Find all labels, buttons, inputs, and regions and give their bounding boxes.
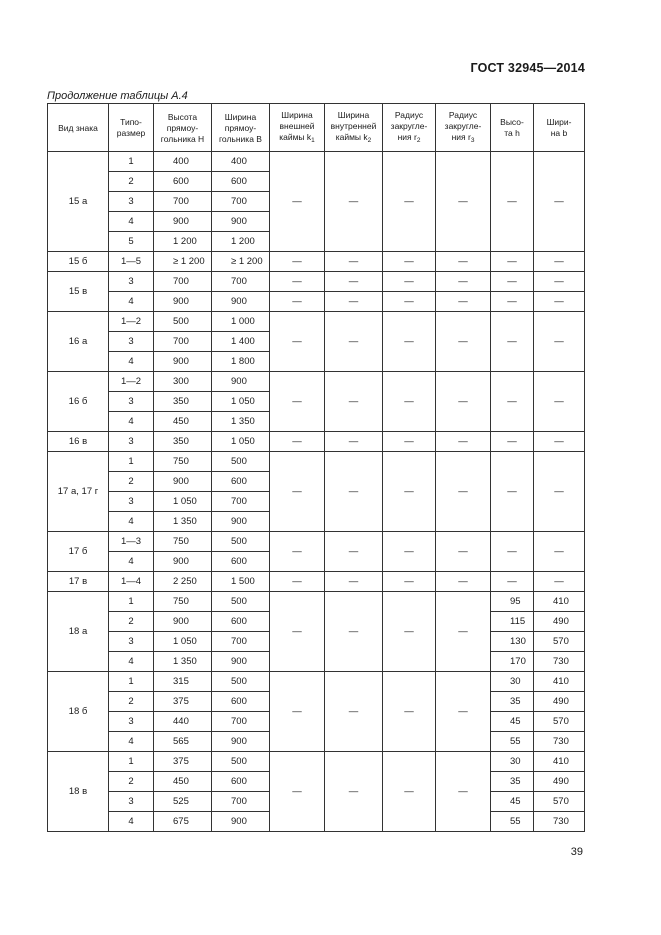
- width-cell: 500: [212, 672, 270, 692]
- sign-type-cell: 15 б: [48, 252, 109, 272]
- table-row: [48, 752, 585, 772]
- data-table: [47, 103, 585, 832]
- dash-cell: —: [383, 272, 436, 292]
- dash-cell: —: [270, 152, 325, 252]
- dash-cell: —: [436, 532, 491, 572]
- size-cell: 3: [109, 792, 154, 812]
- height-cell: ≥ 1 200: [154, 252, 212, 272]
- table-row: [48, 372, 585, 392]
- width-cell: 1 800: [212, 352, 270, 372]
- col-header-size: Типо- размер: [109, 104, 154, 152]
- size-cell: 2: [109, 612, 154, 632]
- table-caption: Продолжение таблицы А.4: [47, 90, 188, 102]
- dash-cell: —: [270, 672, 325, 752]
- b-cell: 570: [534, 792, 585, 812]
- width-cell: 700: [212, 632, 270, 652]
- dash-cell: —: [270, 252, 325, 272]
- table-row: [48, 152, 585, 172]
- dash-cell: —: [436, 312, 491, 372]
- dash-cell: —: [534, 432, 585, 452]
- size-cell: 4: [109, 732, 154, 752]
- b-cell: 410: [534, 672, 585, 692]
- h-cell: 95: [491, 592, 534, 612]
- h-cell: 130: [491, 632, 534, 652]
- dash-cell: —: [325, 572, 383, 592]
- dash-cell: —: [491, 432, 534, 452]
- size-cell: 1—4: [109, 572, 154, 592]
- width-cell: 900: [212, 512, 270, 532]
- height-cell: 700: [154, 272, 212, 292]
- dash-cell: —: [491, 252, 534, 272]
- dash-cell: —: [270, 592, 325, 672]
- col-header-height-h: Высота прямоу- гольника H: [154, 104, 212, 152]
- width-cell: 500: [212, 752, 270, 772]
- height-cell: 900: [154, 352, 212, 372]
- height-cell: 900: [154, 612, 212, 632]
- size-cell: 1: [109, 452, 154, 472]
- width-cell: 1 050: [212, 432, 270, 452]
- dash-cell: —: [436, 752, 491, 832]
- dash-cell: —: [270, 452, 325, 532]
- sign-type-cell: 17 в: [48, 572, 109, 592]
- b-cell: 570: [534, 632, 585, 652]
- dash-cell: —: [491, 372, 534, 432]
- height-cell: 300: [154, 372, 212, 392]
- h-cell: 45: [491, 712, 534, 732]
- dash-cell: —: [325, 432, 383, 452]
- size-cell: 4: [109, 292, 154, 312]
- size-cell: 1: [109, 152, 154, 172]
- height-cell: 675: [154, 812, 212, 832]
- table-row: [48, 292, 585, 312]
- dash-cell: —: [436, 372, 491, 432]
- height-cell: 440: [154, 712, 212, 732]
- width-cell: 700: [212, 492, 270, 512]
- sign-type-cell: 18 а: [48, 592, 109, 672]
- size-cell: 1—2: [109, 312, 154, 332]
- size-cell: 4: [109, 412, 154, 432]
- dash-cell: —: [270, 572, 325, 592]
- table-row: [48, 312, 585, 332]
- col-header-h: Высо- та h: [491, 104, 534, 152]
- dash-cell: —: [491, 152, 534, 252]
- h-cell: 45: [491, 792, 534, 812]
- width-cell: 700: [212, 272, 270, 292]
- b-cell: 730: [534, 732, 585, 752]
- dash-cell: —: [325, 452, 383, 532]
- size-cell: 4: [109, 652, 154, 672]
- size-cell: 1: [109, 592, 154, 612]
- b-cell: 490: [534, 772, 585, 792]
- height-cell: 400: [154, 152, 212, 172]
- b-cell: 730: [534, 652, 585, 672]
- sign-type-cell: 16 б: [48, 372, 109, 432]
- height-cell: 525: [154, 792, 212, 812]
- size-cell: 3: [109, 632, 154, 652]
- dash-cell: —: [270, 432, 325, 452]
- size-cell: 2: [109, 772, 154, 792]
- width-cell: 900: [212, 212, 270, 232]
- sign-type-cell: 16 в: [48, 432, 109, 452]
- height-cell: 750: [154, 532, 212, 552]
- b-cell: 410: [534, 592, 585, 612]
- col-header-k1: Ширина внешней каймы $k_1$: [270, 104, 325, 152]
- height-cell: 315: [154, 672, 212, 692]
- dash-cell: —: [491, 272, 534, 292]
- dash-cell: —: [534, 312, 585, 372]
- size-cell: 3: [109, 392, 154, 412]
- dash-cell: —: [436, 292, 491, 312]
- width-cell: 600: [212, 472, 270, 492]
- dash-cell: —: [325, 312, 383, 372]
- dash-cell: —: [534, 572, 585, 592]
- width-cell: 900: [212, 372, 270, 392]
- dash-cell: —: [383, 252, 436, 272]
- height-cell: 565: [154, 732, 212, 752]
- dash-cell: —: [325, 752, 383, 832]
- h-cell: 30: [491, 672, 534, 692]
- height-cell: 750: [154, 452, 212, 472]
- dash-cell: —: [383, 672, 436, 752]
- size-cell: 1—5: [109, 252, 154, 272]
- width-cell: 900: [212, 652, 270, 672]
- height-cell: 500: [154, 312, 212, 332]
- size-cell: 1: [109, 672, 154, 692]
- table-row: [48, 572, 585, 592]
- size-cell: 4: [109, 512, 154, 532]
- table-row: [48, 672, 585, 692]
- dash-cell: —: [383, 572, 436, 592]
- height-cell: 450: [154, 412, 212, 432]
- width-cell: 1 000: [212, 312, 270, 332]
- height-cell: 1 200: [154, 232, 212, 252]
- col-header-b: Шири- на b: [534, 104, 585, 152]
- table-row: [48, 432, 585, 452]
- dash-cell: —: [491, 312, 534, 372]
- dash-cell: —: [383, 372, 436, 432]
- height-cell: 700: [154, 192, 212, 212]
- height-cell: 900: [154, 292, 212, 312]
- dash-cell: —: [383, 592, 436, 672]
- dash-cell: —: [325, 292, 383, 312]
- b-cell: 410: [534, 752, 585, 772]
- height-cell: 900: [154, 472, 212, 492]
- dash-cell: —: [534, 152, 585, 252]
- size-cell: 4: [109, 352, 154, 372]
- sign-type-cell: 15 а: [48, 152, 109, 252]
- sign-type-cell: 18 б: [48, 672, 109, 752]
- size-cell: 3: [109, 432, 154, 452]
- size-cell: 1—2: [109, 372, 154, 392]
- width-cell: 900: [212, 732, 270, 752]
- size-cell: 4: [109, 812, 154, 832]
- dash-cell: —: [270, 532, 325, 572]
- width-cell: 500: [212, 452, 270, 472]
- width-cell: 600: [212, 172, 270, 192]
- h-cell: 115: [491, 612, 534, 632]
- sign-type-cell: 17 а, 17 г: [48, 452, 109, 532]
- dash-cell: —: [436, 672, 491, 752]
- table-row: [48, 452, 585, 472]
- header-row: [48, 104, 585, 152]
- width-cell: 900: [212, 292, 270, 312]
- size-cell: 4: [109, 552, 154, 572]
- width-cell: 700: [212, 712, 270, 732]
- dash-cell: —: [383, 292, 436, 312]
- size-cell: 3: [109, 332, 154, 352]
- dash-cell: —: [270, 312, 325, 372]
- height-cell: 900: [154, 212, 212, 232]
- height-cell: 1 350: [154, 652, 212, 672]
- dash-cell: —: [325, 532, 383, 572]
- dash-cell: —: [436, 152, 491, 252]
- col-header-k2: Ширина внутренней каймы $k_2$: [325, 104, 383, 152]
- dash-cell: —: [436, 572, 491, 592]
- dash-cell: —: [325, 252, 383, 272]
- width-cell: 600: [212, 692, 270, 712]
- height-cell: 600: [154, 172, 212, 192]
- size-cell: 1—3: [109, 532, 154, 552]
- h-cell: 55: [491, 732, 534, 752]
- height-cell: 375: [154, 692, 212, 712]
- dash-cell: —: [325, 272, 383, 292]
- table-row: [48, 532, 585, 552]
- size-cell: 3: [109, 272, 154, 292]
- dash-cell: —: [270, 272, 325, 292]
- width-cell: 700: [212, 192, 270, 212]
- size-cell: 4: [109, 212, 154, 232]
- width-cell: 1 500: [212, 572, 270, 592]
- width-cell: 500: [212, 532, 270, 552]
- width-cell: 1 400: [212, 332, 270, 352]
- sign-type-cell: 15 в: [48, 272, 109, 312]
- width-cell: 1 200: [212, 232, 270, 252]
- document-code: ГОСТ 32945—2014: [470, 61, 585, 75]
- b-cell: 570: [534, 712, 585, 732]
- dash-cell: —: [383, 152, 436, 252]
- dash-cell: —: [270, 752, 325, 832]
- size-cell: 2: [109, 172, 154, 192]
- size-cell: 2: [109, 692, 154, 712]
- height-cell: 1 350: [154, 512, 212, 532]
- dash-cell: —: [436, 252, 491, 272]
- width-cell: 600: [212, 772, 270, 792]
- width-cell: 600: [212, 612, 270, 632]
- sign-type-cell: 17 б: [48, 532, 109, 572]
- height-cell: 350: [154, 432, 212, 452]
- size-cell: 2: [109, 472, 154, 492]
- dash-cell: —: [270, 292, 325, 312]
- dash-cell: —: [534, 372, 585, 432]
- dash-cell: —: [436, 432, 491, 452]
- dash-cell: —: [491, 452, 534, 532]
- b-cell: 490: [534, 692, 585, 712]
- dash-cell: —: [534, 532, 585, 572]
- dash-cell: —: [436, 592, 491, 672]
- dash-cell: —: [383, 532, 436, 572]
- width-cell: ≥ 1 200: [212, 252, 270, 272]
- height-cell: 750: [154, 592, 212, 612]
- size-cell: 3: [109, 192, 154, 212]
- height-cell: 375: [154, 752, 212, 772]
- col-header-r2: Радиус закругле- ния $r_2$: [383, 104, 436, 152]
- height-cell: 700: [154, 332, 212, 352]
- dash-cell: —: [491, 572, 534, 592]
- table-row: [48, 592, 585, 612]
- h-cell: 55: [491, 812, 534, 832]
- dash-cell: —: [383, 452, 436, 532]
- page-number: 39: [570, 846, 583, 858]
- h-cell: 35: [491, 772, 534, 792]
- sign-type-cell: 16 а: [48, 312, 109, 372]
- width-cell: 600: [212, 552, 270, 572]
- b-cell: 490: [534, 612, 585, 632]
- dash-cell: —: [436, 272, 491, 292]
- dash-cell: —: [270, 372, 325, 432]
- height-cell: 450: [154, 772, 212, 792]
- size-cell: 5: [109, 232, 154, 252]
- dash-cell: —: [534, 252, 585, 272]
- h-cell: 30: [491, 752, 534, 772]
- dash-cell: —: [383, 432, 436, 452]
- dash-cell: —: [325, 152, 383, 252]
- height-cell: 1 050: [154, 632, 212, 652]
- col-header-type: Вид знака: [48, 104, 109, 152]
- dash-cell: —: [491, 292, 534, 312]
- col-header-r3: Радиус закругле- ния $r_3$: [436, 104, 491, 152]
- width-cell: 500: [212, 592, 270, 612]
- h-cell: 170: [491, 652, 534, 672]
- width-cell: 700: [212, 792, 270, 812]
- height-cell: 900: [154, 552, 212, 572]
- dash-cell: —: [325, 372, 383, 432]
- dash-cell: —: [491, 532, 534, 572]
- size-cell: 3: [109, 492, 154, 512]
- dash-cell: —: [534, 292, 585, 312]
- dash-cell: —: [383, 312, 436, 372]
- dash-cell: —: [325, 592, 383, 672]
- table-row: [48, 272, 585, 292]
- width-cell: 1 050: [212, 392, 270, 412]
- width-cell: 1 350: [212, 412, 270, 432]
- dash-cell: —: [383, 752, 436, 832]
- h-cell: 35: [491, 692, 534, 712]
- height-cell: 350: [154, 392, 212, 412]
- table-row: [48, 252, 585, 272]
- dash-cell: —: [534, 272, 585, 292]
- sign-type-cell: 18 в: [48, 752, 109, 832]
- width-cell: 400: [212, 152, 270, 172]
- dash-cell: —: [436, 452, 491, 532]
- height-cell: 2 250: [154, 572, 212, 592]
- dash-cell: —: [534, 452, 585, 532]
- b-cell: 730: [534, 812, 585, 832]
- height-cell: 1 050: [154, 492, 212, 512]
- col-header-width-b: Ширина прямоу- гольника B: [212, 104, 270, 152]
- size-cell: 3: [109, 712, 154, 732]
- width-cell: 900: [212, 812, 270, 832]
- dash-cell: —: [325, 672, 383, 752]
- size-cell: 1: [109, 752, 154, 772]
